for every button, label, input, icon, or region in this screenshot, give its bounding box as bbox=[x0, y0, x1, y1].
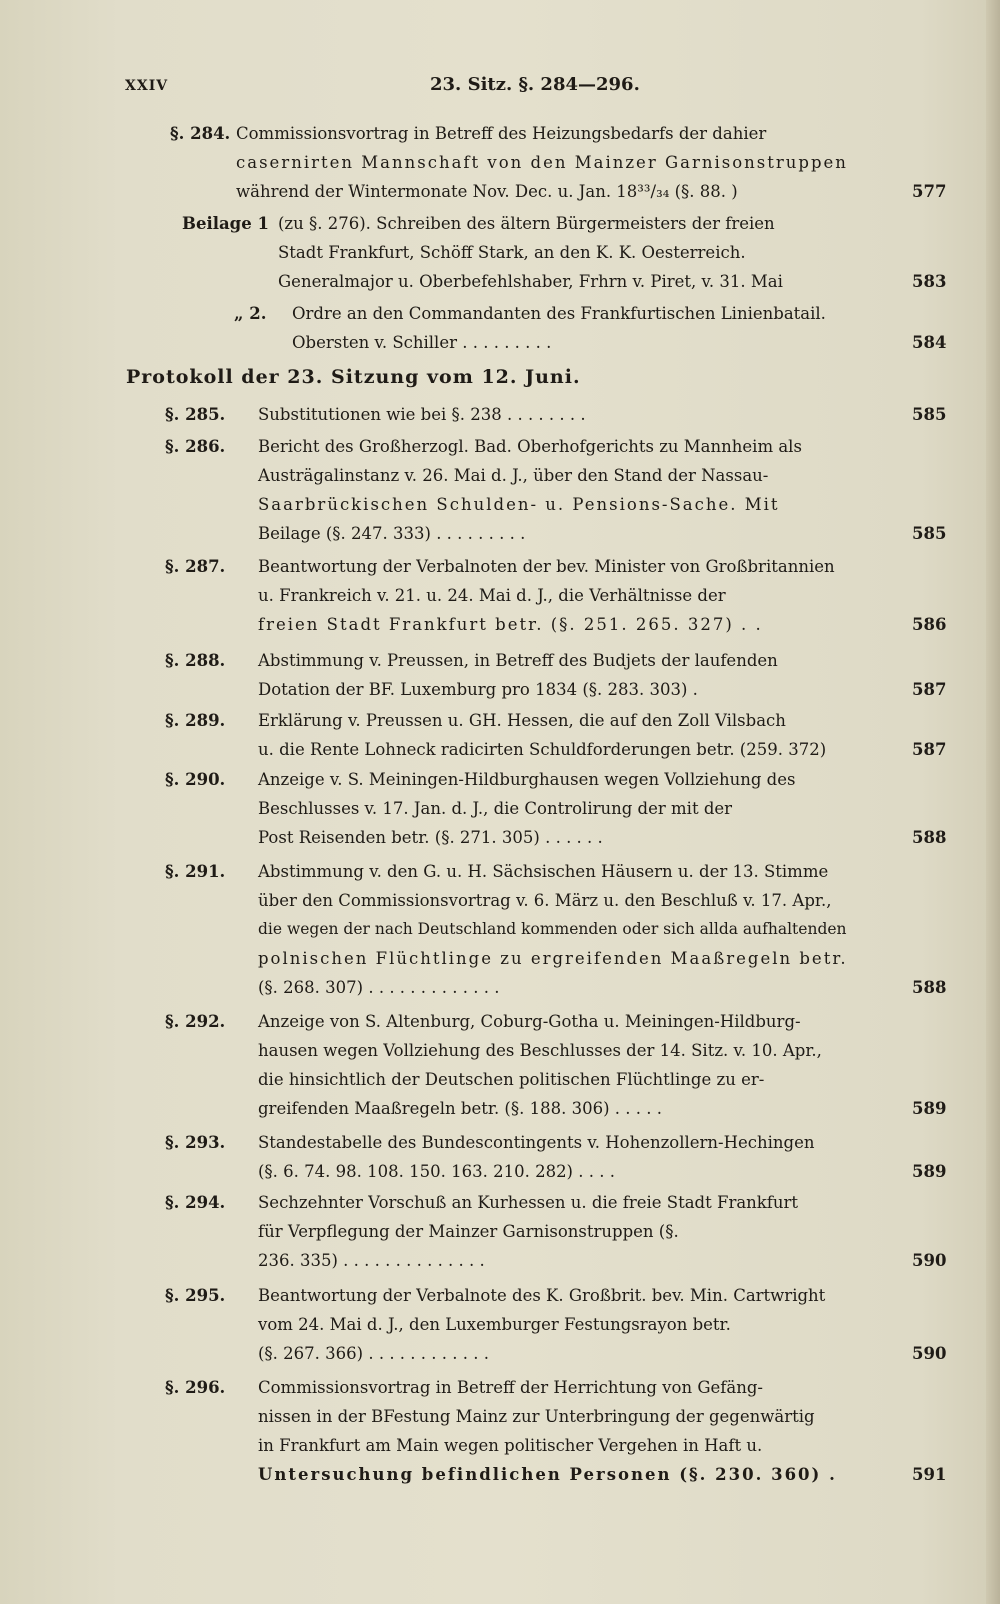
page-ref: 590 bbox=[912, 1344, 947, 1363]
entry-line: Austrägalinstanz v. 26. Mai d. J., über den Stand der Nassau- bbox=[258, 466, 769, 485]
entry-ref: §. 287. bbox=[165, 557, 226, 576]
entry-line: casernirten Mannschaft von den Mainzer Garnisonstruppen bbox=[236, 153, 848, 172]
entry-line: Anzeige v. S. Meiningen-Hildburghausen wegen Vollziehung des bbox=[258, 770, 796, 789]
entry-ref: §. 286. bbox=[165, 437, 226, 456]
page-ref: 591 bbox=[912, 1465, 947, 1484]
entry-ref: §. 294. bbox=[165, 1193, 226, 1212]
entry-line: Commissionsvortrag in Betreff der Herrichtung von Gefäng- bbox=[258, 1378, 763, 1397]
entry-line: Abstimmung v. Preussen, in Betreff des Budjets der laufenden bbox=[258, 651, 778, 670]
entry-line: greifenden Maaßregeln betr. (§. 188. 306) . . . . . bbox=[258, 1099, 662, 1118]
entry-ref: §. 292. bbox=[165, 1012, 226, 1031]
entry-line: u. die Rente Lohneck radicirten Schuldforderungen betr. (259. 372) bbox=[258, 740, 827, 759]
page-ref: 589 bbox=[912, 1099, 947, 1118]
entry-ref: §. 296. bbox=[165, 1378, 226, 1397]
entry-line: Commissionsvortrag in Betreff des Heizungsbedarfs der dahier bbox=[236, 124, 767, 143]
entry-ref: §. 289. bbox=[165, 711, 226, 730]
entry-line: Beilage (§. 247. 333) . . . . . . . . . bbox=[258, 524, 526, 543]
entry-line: (§. 6. 74. 98. 108. 150. 163. 210. 282) . . . . bbox=[258, 1162, 615, 1181]
entry-line: Dotation der BF. Luxemburg pro 1834 (§. 283. 303) . bbox=[258, 680, 698, 699]
entry-line: hausen wegen Vollziehung des Beschlusses der 14. Sitz. v. 10. Apr., bbox=[258, 1041, 822, 1060]
entry-line: 236. 335) . . . . . . . . . . . . . . bbox=[258, 1251, 485, 1270]
page-ref: 588 bbox=[912, 828, 947, 847]
entry-line: Standestabelle des Bundescontingents v. Hohenzollern-Hechingen bbox=[258, 1133, 815, 1152]
entry-line: Untersuchung befindlichen Personen (§. 230. 360) . bbox=[258, 1465, 837, 1484]
entry-ref: §. 288. bbox=[165, 651, 226, 670]
entry-ref: §. 290. bbox=[165, 770, 226, 789]
entry-line: Saarbrückischen Schulden- u. Pensions-Sache. Mit bbox=[258, 495, 780, 514]
entry-ref: §. 295. bbox=[165, 1286, 226, 1305]
entry-ref: §. 291. bbox=[165, 862, 226, 881]
page-ref: 577 bbox=[912, 182, 947, 201]
section-title: Protokoll der 23. Sitzung vom 12. Juni. bbox=[126, 366, 581, 388]
page-number: XXIV bbox=[125, 78, 169, 94]
page-ref: 590 bbox=[912, 1251, 947, 1270]
page-ref: 585 bbox=[912, 405, 947, 424]
entry-line: Beschlusses v. 17. Jan. d. J., die Controlirung der mit der bbox=[258, 799, 733, 818]
entry-line: freien Stadt Frankfurt betr. (§. 251. 265. 327) . . bbox=[258, 615, 763, 634]
page-ref: 584 bbox=[912, 333, 947, 352]
entry-line: (§. 267. 366) . . . . . . . . . . . . bbox=[258, 1344, 489, 1363]
entry-line: für Verpflegung der Mainzer Garnisonstruppen (§. bbox=[258, 1222, 679, 1241]
entry-line: polnischen Flüchtlinge zu ergreifenden Maaßregeln betr. bbox=[258, 949, 848, 968]
entry-line: in Frankfurt am Main wegen politischer Vergehen in Haft u. bbox=[258, 1436, 763, 1455]
entry-line: Beantwortung der Verbalnote des K. Großbrit. bev. Min. Cartwright bbox=[258, 1286, 826, 1305]
entry-line: über den Commissionsvortrag v. 6. März u. den Beschluß v. 17. Apr., bbox=[258, 891, 832, 910]
entry-ref: §. 293. bbox=[165, 1133, 226, 1152]
page-ref: 587 bbox=[912, 740, 947, 759]
entry-line: Beantwortung der Verbalnoten der bev. Minister von Großbritannien bbox=[258, 557, 835, 576]
entry-line: Erklärung v. Preussen u. GH. Hessen, die auf den Zoll Vilsbach bbox=[258, 711, 786, 730]
entry-line: Post Reisenden betr. (§. 271. 305) . . . . . . bbox=[258, 828, 603, 847]
entry-line: die wegen der nach Deutschland kommenden oder sich allda aufhaltenden bbox=[258, 920, 847, 938]
page-ref: 586 bbox=[912, 615, 947, 634]
page-ref: 588 bbox=[912, 978, 947, 997]
page-ref: 589 bbox=[912, 1162, 947, 1181]
entry-line: u. Frankreich v. 21. u. 24. Mai d. J., die Verhältnisse der bbox=[258, 586, 726, 605]
entry-ref: Beilage 1 bbox=[182, 214, 269, 233]
page-edge bbox=[986, 0, 1000, 1604]
entry-line: (zu §. 276). Schreiben des ältern Bürgermeisters der freien bbox=[278, 214, 775, 233]
entry-line: Sechzehnter Vorschuß an Kurhessen u. die freie Stadt Frankfurt bbox=[258, 1193, 799, 1212]
entry-line: Anzeige von S. Altenburg, Coburg-Gotha u. Meiningen-Hildburg- bbox=[258, 1012, 801, 1031]
entry-line: Abstimmung v. den G. u. H. Sächsischen Häusern u. der 13. Stimme bbox=[258, 862, 829, 881]
entry-ref: „ 2. bbox=[234, 304, 267, 323]
page-ref: 583 bbox=[912, 272, 947, 291]
entry-line: Generalmajor u. Oberbefehlshaber, Frhrn v. Piret, v. 31. Mai bbox=[278, 272, 783, 291]
entry-line: Substitutionen wie bei §. 238 . . . . . . . . bbox=[258, 405, 586, 424]
entry-line: Obersten v. Schiller . . . . . . . . . bbox=[292, 333, 552, 352]
page-header bbox=[0, 74, 1000, 104]
page-ref: 587 bbox=[912, 680, 947, 699]
entry-ref: §. 285. bbox=[165, 405, 226, 424]
entry-line: nissen in der BFestung Mainz zur Unterbringung der gegenwärtig bbox=[258, 1407, 815, 1426]
entry-line: Ordre an den Commandanten des Frankfurtischen Linienbatail. bbox=[292, 304, 826, 323]
entry-line: Bericht des Großherzogl. Bad. Oberhofgerichts zu Mannheim als bbox=[258, 437, 802, 456]
entry-line: vom 24. Mai d. J., den Luxemburger Festungsrayon betr. bbox=[258, 1315, 731, 1334]
entry-ref: §. 284. bbox=[170, 124, 231, 143]
entry-line: die hinsichtlich der Deutschen politischen Flüchtlinge zu er- bbox=[258, 1070, 765, 1089]
entry-line: (§. 268. 307) . . . . . . . . . . . . . bbox=[258, 978, 500, 997]
entry-line: während der Wintermonate Nov. Dec. u. Jan. 18³³/₃₄ (§. 88. ) bbox=[236, 182, 738, 201]
entry-line: Stadt Frankfurt, Schöff Stark, an den K. K. Oesterreich. bbox=[278, 243, 746, 262]
running-title: 23. Sitz. §. 284—296. bbox=[430, 74, 640, 95]
page-ref: 585 bbox=[912, 524, 947, 543]
